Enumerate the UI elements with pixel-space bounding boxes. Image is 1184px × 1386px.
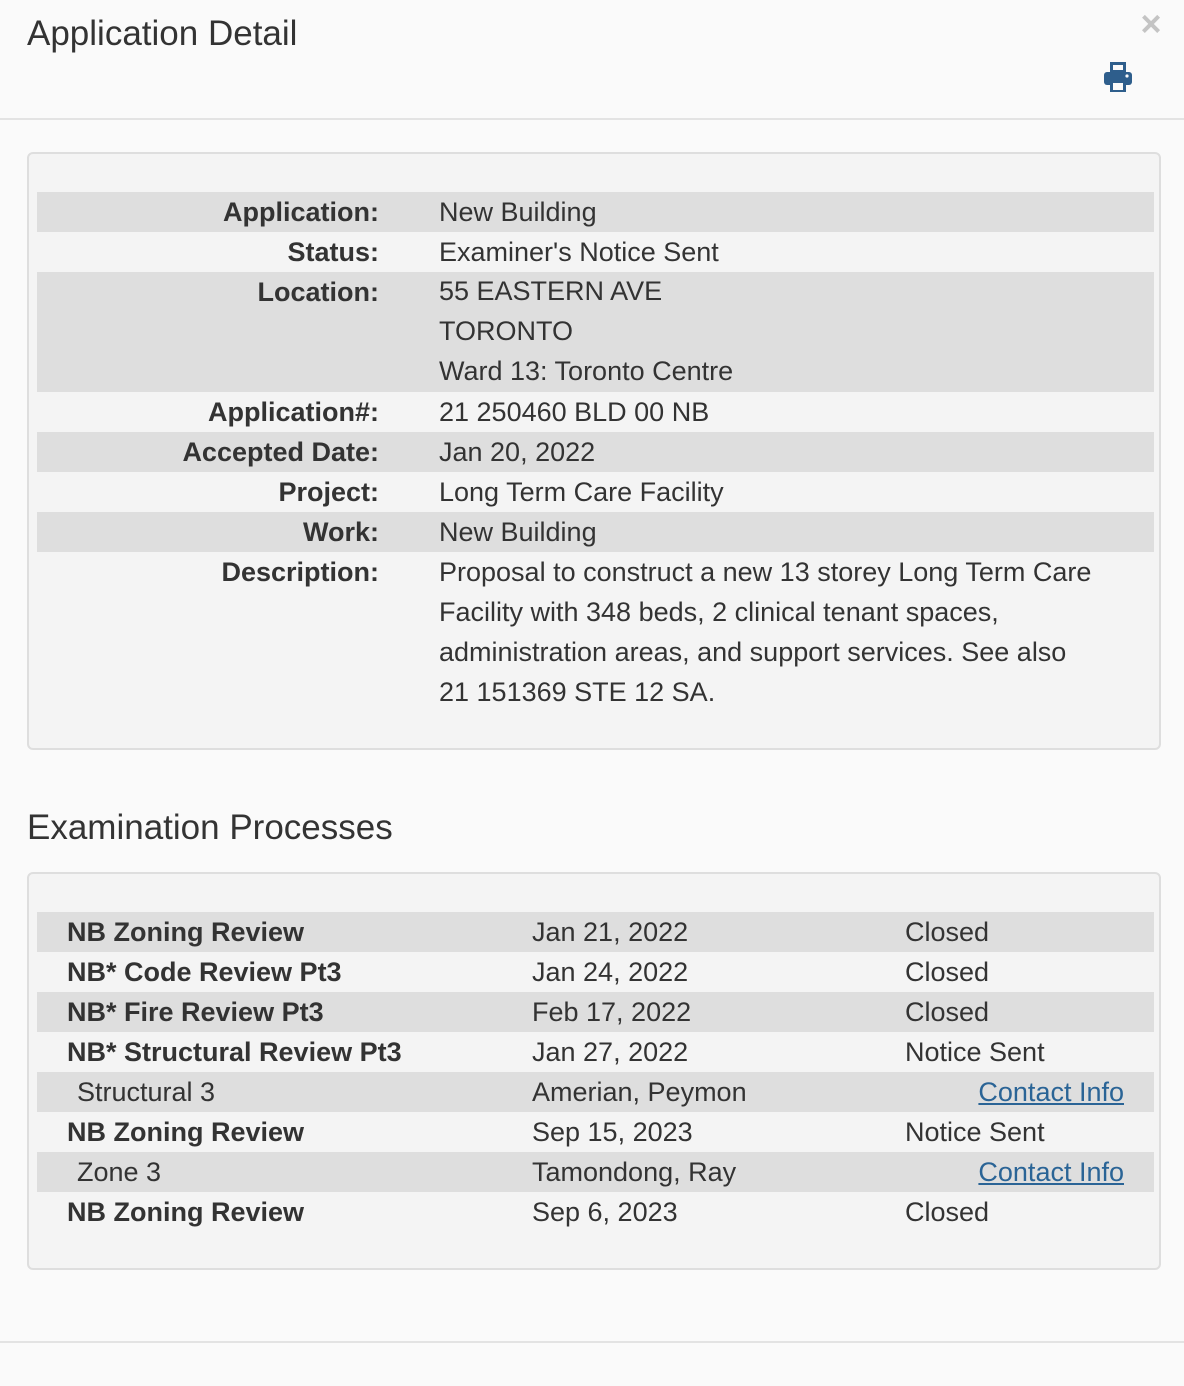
exam-date: Sep 15, 2023 — [532, 1117, 693, 1147]
exam-status: Closed — [905, 997, 990, 1027]
detail-label: Project: — [278, 477, 379, 507]
detail-list — [37, 192, 1154, 712]
exam-row — [37, 1112, 1154, 1152]
detail-label: Location: — [257, 277, 379, 307]
detail-value — [439, 552, 1139, 712]
examiner-group: Zone 3 — [77, 1157, 162, 1187]
examiner-row — [37, 1072, 1154, 1112]
exam-name: NB* Structural Review Pt3 — [67, 1037, 402, 1067]
exam-list — [37, 912, 1154, 1232]
exam-date: Jan 21, 2022 — [532, 917, 689, 947]
examiner-name: Amerian, Peymon — [532, 1077, 747, 1107]
exam-row — [37, 912, 1154, 952]
exam-name: NB Zoning Review — [67, 917, 305, 947]
exam-name: NB Zoning Review — [67, 1197, 305, 1227]
detail-label: Status: — [287, 237, 379, 267]
section-title: Examination Processes — [27, 808, 393, 847]
exam-name: NB* Code Review Pt3 — [67, 957, 342, 987]
detail-value: 21 250460 BLD 00 NB — [439, 397, 710, 427]
modal-header — [0, 0, 1184, 120]
location-address: 55 EASTERN AVE — [439, 276, 663, 306]
description-line: 21 151369 STE 12 SA. — [439, 677, 716, 707]
examiner-name: Tamondong, Ray — [532, 1157, 737, 1187]
detail-label: Description: — [221, 557, 379, 587]
exam-status: Notice Sent — [905, 1117, 1045, 1147]
detail-row-application — [37, 192, 1154, 232]
detail-value — [439, 272, 1154, 385]
detail-row-accepted-date — [37, 432, 1154, 472]
examiner-group: Structural 3 — [77, 1077, 216, 1107]
location-ward: Ward 13: Toronto Centre — [439, 356, 734, 386]
detail-row-status — [37, 232, 1154, 272]
detail-value: New Building — [439, 517, 597, 547]
exam-date: Feb 17, 2022 — [532, 997, 692, 1027]
detail-label: Accepted Date: — [182, 437, 379, 467]
exam-status: Closed — [905, 957, 990, 987]
detail-label: Application#: — [207, 397, 379, 427]
exam-name: NB Zoning Review — [67, 1117, 305, 1147]
exam-date: Sep 6, 2023 — [532, 1197, 678, 1227]
application-detail-panel — [27, 152, 1161, 750]
description-line: administration areas, and support services. See also — [439, 637, 1067, 667]
examiner-row — [37, 1152, 1154, 1192]
detail-row-work — [37, 512, 1154, 552]
detail-row-project — [37, 472, 1154, 512]
contact-info-link[interactable]: Contact Info — [978, 1157, 1124, 1187]
detail-row-application-number — [37, 392, 1154, 432]
detail-value: New Building — [439, 197, 597, 227]
exam-status: Closed — [905, 1197, 990, 1227]
exam-row — [37, 992, 1154, 1032]
exam-row — [37, 952, 1154, 992]
print-icon[interactable] — [1101, 60, 1135, 94]
detail-value: Jan 20, 2022 — [439, 437, 596, 467]
exam-row — [37, 1032, 1154, 1072]
modal-footer-divider — [0, 1341, 1184, 1343]
close-icon[interactable]: × — [1140, 3, 1162, 44]
location-city: TORONTO — [439, 316, 574, 346]
modal-title: Application Detail — [27, 14, 298, 53]
description-line: Facility with 348 beds, 2 clinical tenant spaces, — [439, 597, 999, 627]
detail-value: Long Term Care Facility — [439, 477, 724, 507]
exam-status: Closed — [905, 917, 990, 947]
exam-name: NB* Fire Review Pt3 — [67, 997, 324, 1027]
description-line: Proposal to construct a new 13 storey Long Term Care — [439, 557, 1092, 587]
exam-row — [37, 1192, 1154, 1232]
detail-row-description — [37, 552, 1154, 712]
examination-processes-panel — [27, 872, 1161, 1270]
exam-status: Notice Sent — [905, 1037, 1045, 1067]
exam-date: Jan 24, 2022 — [532, 957, 689, 987]
detail-label: Work: — [302, 517, 379, 547]
detail-label: Application: — [223, 197, 379, 227]
detail-value: Examiner's Notice Sent — [439, 237, 719, 267]
exam-date: Jan 27, 2022 — [532, 1037, 689, 1067]
detail-row-location — [37, 272, 1154, 392]
contact-info-link[interactable]: Contact Info — [978, 1077, 1124, 1107]
